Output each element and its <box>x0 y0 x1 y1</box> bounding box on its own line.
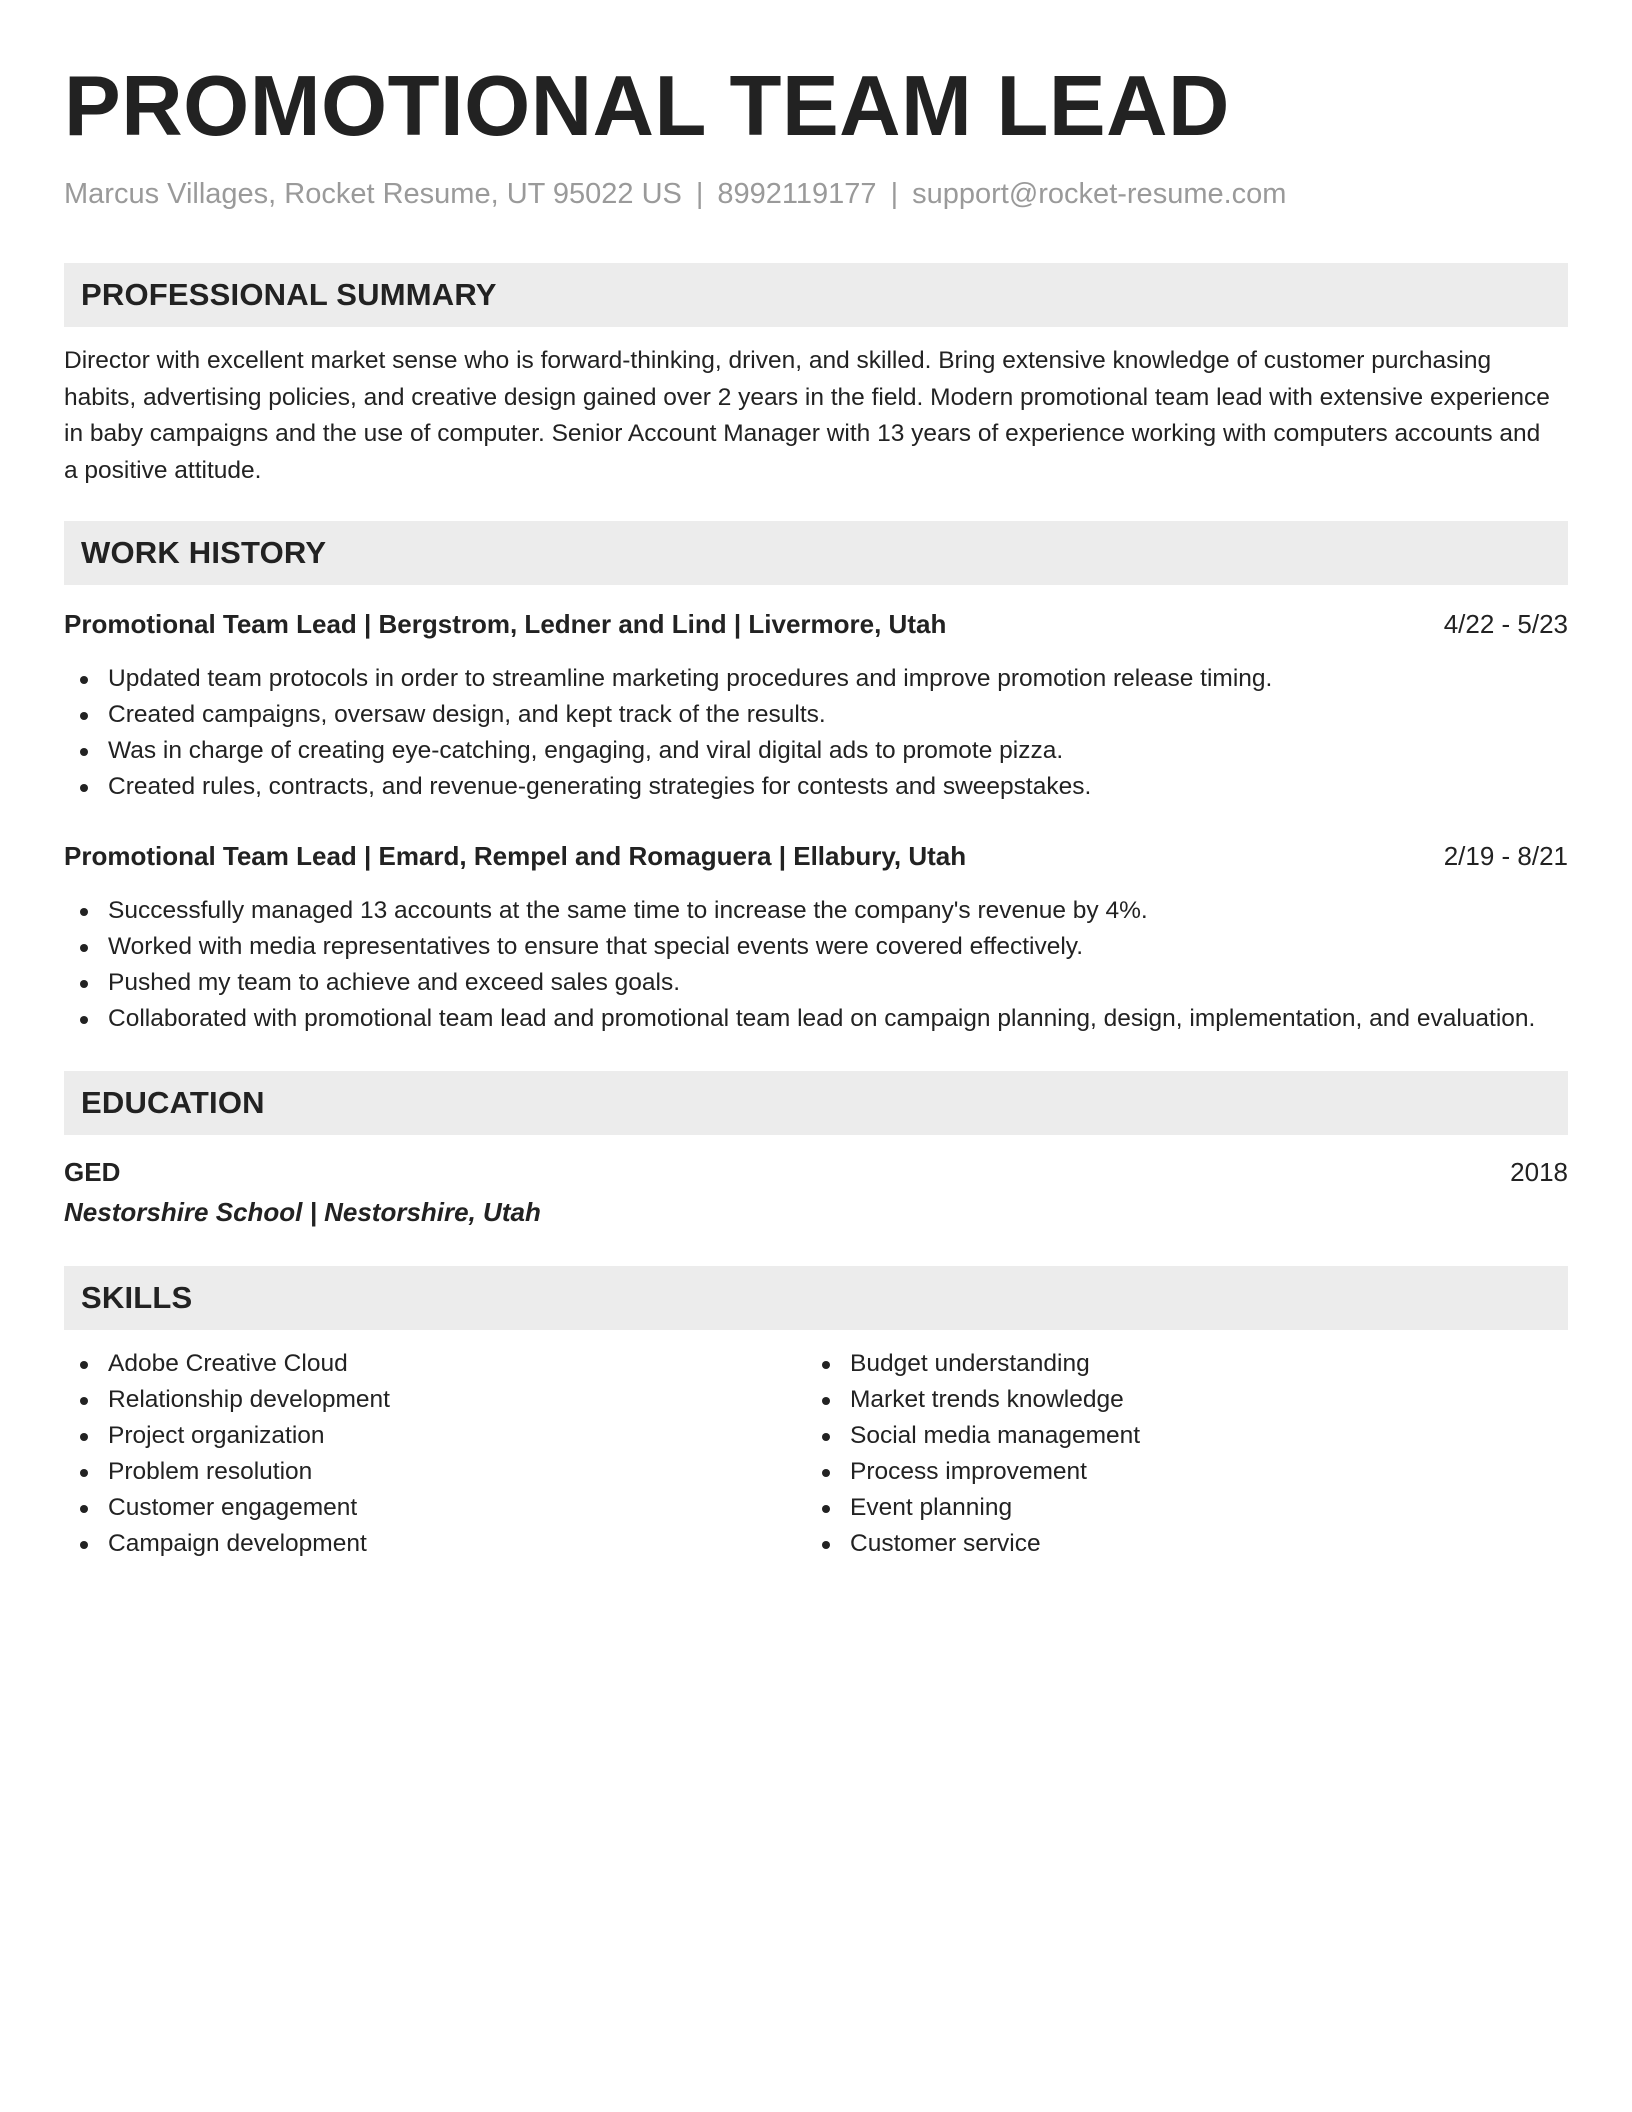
skills-grid <box>64 1346 1568 1562</box>
job-bullet: Created campaigns, oversaw design, and kept track of the results. <box>64 697 1568 733</box>
job-title: Promotional Team Lead | Bergstrom, Ledner and Lind | Livermore, Utah <box>64 609 947 639</box>
education-degree: GED <box>64 1157 121 1187</box>
job-dates: 4/22 - 5/23 <box>1443 609 1568 639</box>
contact-separator: | <box>890 178 899 210</box>
job-bullet: Was in charge of creating eye-catching, engaging, and viral digital ads to promote pizza. <box>64 733 1568 769</box>
contact-address: Marcus Villages, Rocket Resume, UT 95022 US <box>64 178 682 210</box>
skill-item: Adobe Creative Cloud <box>64 1346 806 1382</box>
skills-column-right <box>806 1346 1548 1562</box>
section-header-education: EDUCATION <box>64 1071 1568 1135</box>
job-bullet: Collaborated with promotional team lead and promotional team lead on campaign planning, design, implementation, and evaluation. <box>64 1001 1568 1037</box>
job-bullet: Created rules, contracts, and revenue-generating strategies for contests and sweepstakes. <box>64 769 1568 805</box>
skill-item: Social media management <box>806 1418 1548 1454</box>
job-bullet: Updated team protocols in order to streamline marketing procedures and improve promotion release timing. <box>64 661 1568 697</box>
skills-list <box>806 1346 1548 1562</box>
resume-name: PROMOTIONAL TEAM LEAD <box>64 59 1230 154</box>
skills-list <box>64 1346 806 1562</box>
skill-item: Event planning <box>806 1490 1548 1526</box>
skill-item: Budget understanding <box>806 1346 1548 1382</box>
job-bullet-list <box>64 893 1568 1037</box>
contact-email: support@rocket-resume.com <box>912 178 1287 210</box>
job-bullet: Worked with media representatives to ensure that special events were covered effectively. <box>64 929 1568 965</box>
skill-item: Customer engagement <box>64 1490 806 1526</box>
summary-text: Director with excellent market sense who is forward-thinking, driven, and skilled. Bring extensive knowledge of customer purchasing habits, advertising policies, and creative design gained over 2 years in the field. Modern promotional team lead with extensive experience in baby campaigns and the use of computer. Senior Account Manager with 13 years of experience working with computers accounts and a positive attitude. <box>64 347 1550 484</box>
education-school: Nestorshire School | Nestorshire, Utah <box>64 1197 541 1227</box>
job-dates: 2/19 - 8/21 <box>1443 841 1568 871</box>
contact-phone: 8992119177 <box>717 178 877 210</box>
job-title: Promotional Team Lead | Emard, Rempel and Romaguera | Ellabury, Utah <box>64 841 967 871</box>
section-header-skills: SKILLS <box>64 1266 1568 1330</box>
job-bullet: Successfully managed 13 accounts at the same time to increase the company's revenue by 4%. <box>64 893 1568 929</box>
job-bullet: Pushed my team to achieve and exceed sales goals. <box>64 965 1568 1001</box>
skills-column-left <box>64 1346 806 1562</box>
skill-item: Market trends knowledge <box>806 1382 1548 1418</box>
job-header <box>64 839 1568 873</box>
contact-line <box>64 176 1568 212</box>
education-header <box>64 1155 1568 1189</box>
skill-item: Campaign development <box>64 1526 806 1562</box>
skill-item: Customer service <box>806 1526 1548 1562</box>
skill-item: Problem resolution <box>64 1454 806 1490</box>
education-year: 2018 <box>1510 1157 1568 1187</box>
skill-item: Relationship development <box>64 1382 806 1418</box>
section-header-summary: PROFESSIONAL SUMMARY <box>64 263 1568 327</box>
job-header <box>64 607 1568 641</box>
contact-separator: | <box>695 178 704 210</box>
skill-item: Process improvement <box>806 1454 1548 1490</box>
job-entry <box>64 607 1568 805</box>
job-bullet-list <box>64 661 1568 805</box>
skill-item: Project organization <box>64 1418 806 1454</box>
section-header-work-history: WORK HISTORY <box>64 521 1568 585</box>
job-entry <box>64 839 1568 1037</box>
